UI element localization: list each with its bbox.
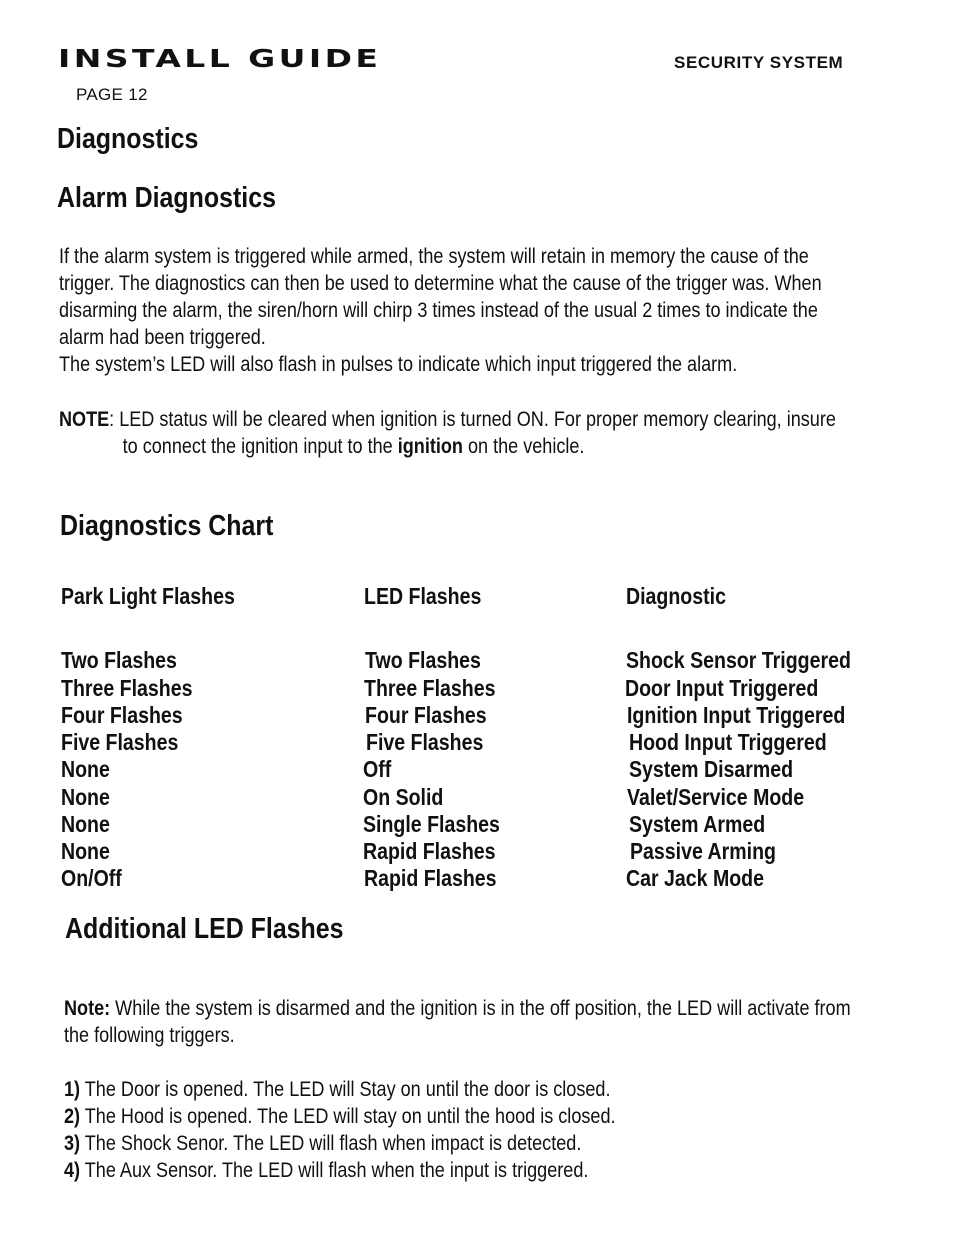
note-line2-post: on the vehicle. [462,435,585,458]
note-line2-pre: to connect the ignition input to the [122,435,398,458]
cell-diagnostic: Valet/Service Mode [627,784,805,810]
cell-diagnostic: System Armed [629,811,766,837]
list-item [64,1076,616,1103]
cell-led: Off [363,756,392,782]
list-item-text: The Shock Senor. The LED will flash when impact is detected. [80,1132,582,1155]
note-line1: : LED status will be cleared when ignition is turned ON. For proper memory clearing, insure [109,408,836,431]
cell-diagnostic: Car Jack Mode [626,865,765,891]
page-number: PAGE 12 [76,85,148,104]
additional-note-line2: the following triggers. [64,1024,235,1047]
list-item-number: 4) [64,1159,81,1182]
security-system-title: SECURITY SYSTEM [674,53,844,72]
col-header-diagnostic: Diagnostic [626,583,726,609]
alarm-line: alarm had been triggered. [59,326,266,349]
cell-diagnostic: Hood Input Triggered [629,729,827,755]
cell-park: Two Flashes [61,647,177,673]
alarm-paragraph [59,243,822,378]
heading-additional-led: Additional LED Flashes [65,913,344,945]
list-item-text: The Aux Sensor. The LED will flash when the input is triggered. [80,1159,589,1182]
cell-led: Single Flashes [363,811,500,837]
list-item-number: 1) [64,1078,81,1101]
cell-park: None [61,756,110,782]
cell-diagnostic: System Disarmed [629,756,794,782]
alarm-line: The system’s LED will also flash in pulses to indicate which input triggered the alarm. [59,353,738,376]
list-item [64,1103,616,1130]
col-header-led: LED Flashes [364,583,482,609]
additional-note-label: Note: [64,997,111,1020]
cell-park: Three Flashes [61,675,193,701]
additional-note [64,995,851,1049]
cell-diagnostic: Ignition Input Triggered [627,702,846,728]
install-guide-title: INSTALL GUIDE [58,44,382,73]
list-item-text: The Hood is opened. The LED will stay on until the hood is closed. [80,1105,616,1128]
heading-diagnostics-chart: Diagnostics Chart [60,510,274,542]
cell-led: Three Flashes [364,675,496,701]
list-item-number: 3) [64,1132,81,1155]
cell-park: Four Flashes [61,702,183,728]
cell-diagnostic: Shock Sensor Triggered [626,647,851,673]
list-item [64,1130,616,1157]
list-item-number: 2) [64,1105,81,1128]
cell-park: None [61,784,110,810]
heading-diagnostics: Diagnostics [57,123,199,155]
cell-led: Rapid Flashes [364,865,497,891]
note-ignition: ignition [397,435,463,458]
cell-park: None [61,838,110,864]
cell-led: Four Flashes [365,702,487,728]
cell-diagnostic: Door Input Triggered [625,675,819,701]
cell-park: On/Off [61,865,122,891]
list-item [64,1157,616,1184]
cell-led: Five Flashes [366,729,484,755]
heading-alarm-diagnostics: Alarm Diagnostics [57,182,276,214]
col-header-park-light: Park Light Flashes [61,583,235,609]
alarm-line: trigger. The diagnostics can then be used to determine what the cause of the trigger was. When [59,272,822,295]
note-label: NOTE [59,408,110,431]
alarm-line: disarming the alarm, the siren/horn will chirp 3 times instead of the usual 2 times to indicate the [59,299,818,322]
cell-led: Two Flashes [365,647,481,673]
additional-note-line1: While the system is disarmed and the ignition is in the off position, the LED will activate from [110,997,851,1020]
cell-park: Five Flashes [61,729,179,755]
list-item-text: The Door is opened. The LED will Stay on until the door is closed. [80,1078,611,1101]
cell-diagnostic: Passive Arming [630,838,776,864]
cell-park: None [61,811,110,837]
note-block [59,406,836,460]
trigger-list [64,1076,616,1184]
cell-led: On Solid [363,784,444,810]
alarm-line: If the alarm system is triggered while armed, the system will retain in memory the cause of the [59,245,809,268]
cell-led: Rapid Flashes [363,838,496,864]
